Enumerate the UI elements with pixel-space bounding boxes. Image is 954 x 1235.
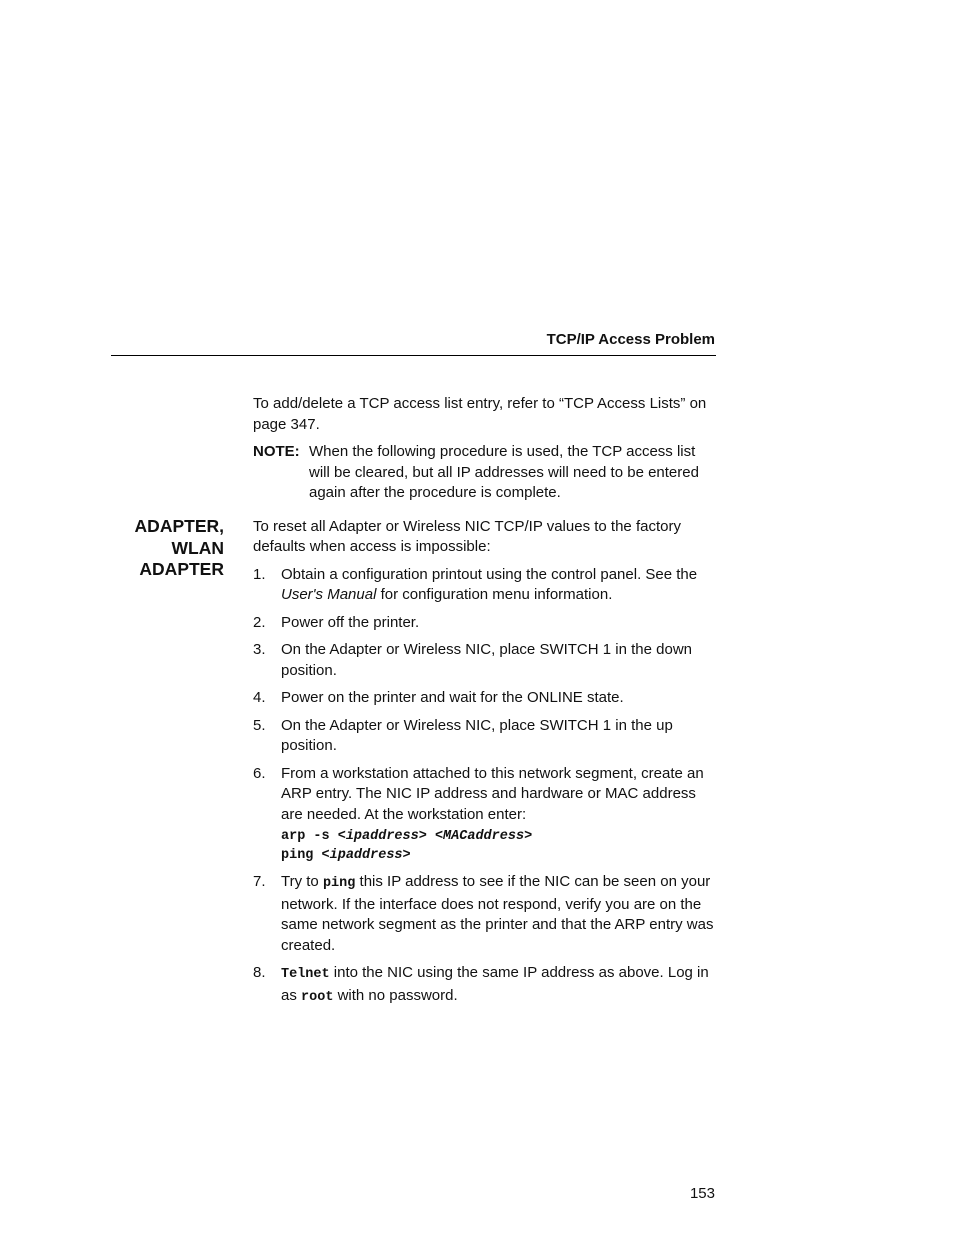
step-number: 5. — [253, 716, 266, 734]
step-text: On the Adapter or Wireless NIC, place SWITCH 1 in the up position. — [281, 716, 673, 754]
section-heading-line: ADAPTER, — [134, 516, 224, 536]
step-text: with no password. — [333, 986, 458, 1004]
step-text: Power on the printer and wait for the ONLINE state. — [281, 689, 624, 706]
section-heading-line: ADAPTER — [139, 559, 224, 579]
code-cmd: ping — [281, 848, 322, 863]
step-4 — [253, 688, 716, 709]
code-block — [281, 827, 716, 865]
step-number: 6. — [253, 764, 266, 782]
running-head: TCP/IP Access Problem — [546, 331, 715, 348]
section-heading-line: WLAN — [171, 537, 224, 558]
step-2 — [253, 613, 716, 634]
procedure-steps — [253, 565, 716, 1009]
step-3 — [253, 640, 716, 681]
step-7 — [253, 872, 716, 956]
header-rule — [111, 355, 716, 356]
step-6 — [253, 764, 716, 866]
section-lead: To reset all Adapter or Wireless NIC TCP/IP values to the factory defaults when access is impossible: — [253, 517, 681, 555]
step-number: 3. — [253, 641, 266, 658]
code-arg: <MACaddress> — [434, 829, 533, 844]
note-label: NOTE: — [253, 443, 300, 460]
code-arg: <ipaddress> — [337, 829, 427, 844]
intro-paragraph: To add/delete a TCP access list entry, refer to “TCP Access Lists” on page 347. — [253, 395, 707, 433]
step-text: Obtain a configuration printout using the control panel. See the — [281, 565, 698, 583]
step-1 — [253, 565, 716, 606]
step-number: 2. — [253, 613, 266, 631]
step-number: 1. — [253, 565, 266, 583]
code-sep — [427, 829, 435, 844]
step-text: On the Adapter or Wireless NIC, place SWITCH 1 in the down position. — [281, 641, 692, 679]
step-number: 8. — [253, 964, 266, 981]
inline-code: root — [301, 989, 334, 1005]
page-number: 153 — [689, 1185, 715, 1202]
step-text: Try to — [281, 873, 323, 890]
step-text: for configuration menu information. — [376, 586, 613, 603]
step-8 — [253, 963, 716, 1008]
step-text: Power off the printer. — [281, 613, 420, 631]
code-arg: <ipaddress> — [321, 848, 411, 863]
note-text: When the following procedure is used, the TCP access list will be cleared, but all IP addresses will need to be entered again after the procedure is complete. — [309, 443, 699, 501]
manual-title: User's Manual — [281, 586, 377, 603]
step-text: From a workstation attached to this network segment, create an ARP entry. The NIC IP address and hardware or MAC address are needed. At the workstation enter: — [281, 764, 704, 823]
note — [253, 442, 716, 504]
inline-code: Telnet — [281, 967, 330, 982]
step-text: this IP address to see if the NIC can be seen on your network. If the interface does not respond, verify you are on the same network segment as the printer and that the ARP entry was created. — [281, 873, 714, 954]
section-heading — [135, 516, 224, 581]
step-number: 7. — [253, 873, 266, 890]
inline-code: ping — [322, 876, 356, 891]
step-number: 4. — [253, 689, 266, 706]
code-cmd: arp -s — [281, 829, 338, 844]
body-column — [253, 394, 716, 1015]
step-5 — [253, 716, 716, 757]
step-text: into the NIC using the same IP address as above. Log in as — [281, 964, 709, 1004]
